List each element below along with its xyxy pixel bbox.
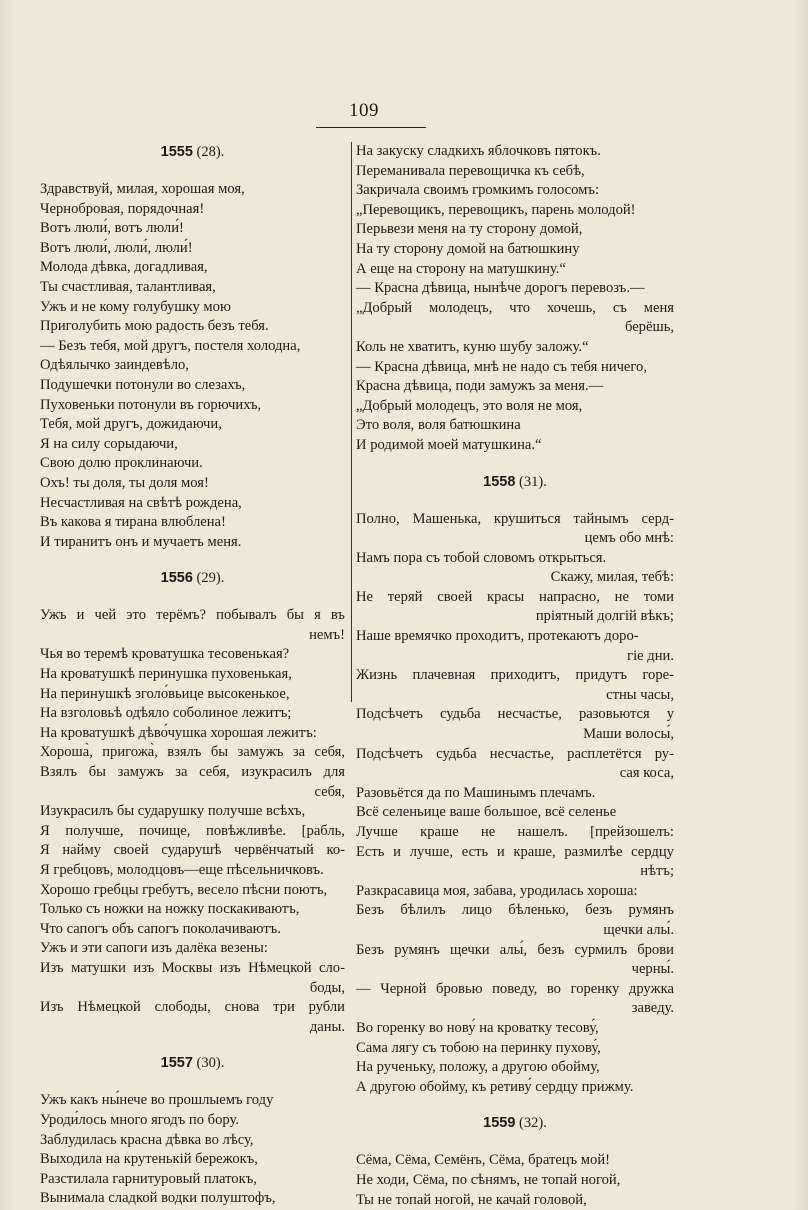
section-gap [40,1037,345,1053]
verse-line: И родимой моей матушкина.“ [356,436,542,453]
verse-line: Разстилала гарнитуровый платокъ, [40,1170,257,1187]
verse-line: Наше времячко проходитъ, протекаютъ доро- [356,628,639,645]
verse-line: Заблудилась красна дѣвка во лѣсу, [40,1131,254,1148]
verse-line: Что сапогъ объ сапогъ поколачиваютъ. [40,920,281,937]
song-subnumber: (29). [192,570,225,587]
verse-line: Свою долю проклинаючи. [40,455,203,472]
verse-line: Есть и лучше, есть и краше, размилѣе сердцу [356,843,674,860]
verse-line-continuation: заведу. [631,1000,674,1017]
verse-line: Вотъ люли́, вотъ люли́! [40,220,184,237]
verse-line-continuation: нѣтъ; [640,863,674,880]
verse-line: На закуску сладкихъ яблочковъ пятокъ. [356,143,601,159]
verse-line: Одѣялычко заиндевѣло, [40,357,189,374]
verse-line: Полно, Машенька, крушиться тайнымъ серд- [356,510,674,527]
verse-line-continuation: немъ! [309,626,345,643]
song-subnumber: (30). [192,1055,225,1072]
verse-line: Только съ ножки на ножку поскакиваютъ, [40,901,300,918]
verse-line: На взголовьѣ одѣяло соболиное лежитъ; [40,705,292,722]
verse-line-continuation: гіе дни. [627,647,674,664]
verse-line: Здравствуй, милая, хорошая моя, [40,181,245,197]
verse-line-continuation: Маши волосы́, [583,726,674,743]
verse-line: Это воля, воля батюшкина [356,417,521,434]
verse-line: А еще на сторону на матушкину.“ [356,260,566,277]
verse-line: Взялъ бы замужъ за себя, изукрасилъ для [40,764,345,781]
verse-line: Жизнь плачевная приходитъ, придутъ горе- [356,667,674,684]
verse-line-continuation: даны. [309,1018,345,1035]
verse-line: На перинушкѣ зголо́вьице высокенькое, [40,685,290,702]
song-heading [40,1053,345,1073]
verse-line: Перьвези меня на ту сторону домой, [356,221,583,238]
verse-line: Ты счастливая, талантливая, [40,278,216,295]
verse-line: Охъ! ты доля, ты доля моя! [40,474,209,491]
song-subnumber: (28). [192,144,225,160]
verse-line: Красна дѣвица, поди замужъ за меня.— [356,378,604,395]
verse-line: Чья во теремѣ кроватушка тесовенькая? [40,646,290,663]
verse-line: Изукрасилъ бы сударушку получше всѣхъ, [40,803,306,820]
verse-line-continuation: стны часы, [606,686,674,703]
song-subnumber: (32). [515,1115,547,1132]
verse-line-continuation: боды, [309,979,345,996]
verse-line: Я найму своей сударушѣ червёнчатый ко- [40,842,345,859]
verse-line-continuation: пріятный долгій вѣкъ; [535,608,674,625]
verse-line: Я гребцовъ, молодцовъ—еще пѣсельничковъ. [40,862,324,878]
section-gap [40,552,345,568]
song-heading [40,568,345,588]
verse-line: „Добрый молодецъ, это воля не моя, [356,397,583,414]
verse-line: Сёма, Сёма, Семёнъ, Сёма, братецъ мой! [356,1152,611,1169]
verse-line: Закричала своимъ громкимъ голосомъ: [356,182,600,199]
verse-line-continuation: щечки алы́. [603,921,674,938]
verse-line: Лучше краше не нашелъ. [прейзошелъ: [356,824,674,840]
verse-line: — Черной бровью поведу, во горенку дружка [356,980,674,997]
verse-line: Подушечки потонули во слезахъ, [40,376,246,393]
verse-line: Чернобровая, порядочная! [40,200,205,217]
section-gap [356,456,674,472]
verse-line: На рученьку, положу, а другою обойму, [356,1059,600,1076]
column-divider [351,142,352,702]
verse-line: Выходила на крутенькій бережокъ, [40,1151,258,1168]
verse-line: Ужъ какъ ны́нече во прошлыемъ году [40,1092,274,1109]
verse-line: Безъ румянъ щечки алы́, безъ сурмилъ брови [356,941,674,958]
verse-line: Разкрасавица моя, забава, уродилась хороша: [356,882,638,899]
verse-line: „Перевощикъ, перевощикъ, парень молодой! [356,201,636,218]
song-number: 1558 [483,473,516,490]
verse-line: Переманивала перевощичка къ себѣ, [356,162,585,179]
verse-line: Пуховеньки потонули въ горючихъ, [40,396,262,413]
verse-line: Во горенку во нову́ на кроватку тесову́, [356,1019,599,1036]
verse-line: Намъ пора съ тобой словомъ открыться. [356,549,607,566]
song-heading [356,472,674,492]
verse-line-continuation: Скажу, милая, тебѣ: [550,569,674,586]
verse-line: — Безъ тебя, мой другъ, постеля холодна, [40,337,301,354]
verse-line: Сама лягу съ тобою на перинку пухову́, [356,1039,601,1056]
verse-line: Я на силу сорыдаючи, [40,435,178,452]
verse-line: Коль не хватитъ, куню шубу заложу.“ [356,338,589,355]
verse-line-continuation: себя, [314,783,345,800]
verse-line: Уроди́лось много ягодъ по бору. [40,1111,239,1128]
verse-line: Вынимала сладкой водки полуштофъ, [40,1190,276,1207]
verse-line: Я получше, почище, повѣжливѣе. [рабль, [40,822,345,839]
song-number: 1555 [160,144,193,160]
verse-line: Всё селеньице ваше большое, всё селенье [356,804,617,821]
verse-line: — Красна дѣвица, мнѣ не надо съ тебя ничего, [356,358,647,375]
verse-line: И тиранитъ онъ и мучаетъ меня. [40,533,242,550]
left-column [40,142,345,1209]
song-subnumber: (31). [515,473,547,490]
verse-line: На ту сторону домой на батюшкину [356,240,580,257]
verse-line: Приголубить мою радость безъ тебя. [40,318,269,335]
verse-line: Вотъ люли́, люли́, люли́! [40,239,193,256]
page-number: 109 [349,100,379,121]
verse-line: На кроватушкѣ перинушка пуховенькая, [40,666,292,683]
section-gap [356,1097,674,1113]
verse-line: Не ходи, Сёма, по сѣнямъ, не топай ногой, [356,1171,621,1188]
verse-line: Ты не топай ногой, не качай головой, [356,1191,587,1208]
verse-line: Хорошо гребцы гребутъ, весело пѣсни поютъ, [40,881,328,898]
verse-line-continuation: черны́. [631,961,674,978]
song-heading [40,142,345,162]
verse-line: Подсѣчетъ судьба несчастье, разовьются у [356,706,674,723]
right-column [356,142,674,1210]
verse-line-continuation: цемъ обо мнѣ: [584,530,674,547]
verse-line: Ужъ и эти сапоги изъ далёка везены: [40,940,268,957]
verse-line: Изъ Нѣмецкой слободы, снова три рубли [40,999,345,1016]
verse-line: — Красна дѣвица, нынѣче дорогъ перевозъ.— [356,280,645,297]
verse-line: Въ какова я тирана влюблена! [40,514,226,531]
verse-line: Тебя, мой другъ, дожидаючи, [40,416,222,433]
verse-line-continuation: берёшь, [624,319,674,336]
song-heading [356,1113,674,1133]
verse-line: Не теряй своей красы напрасно, не томи [356,588,674,605]
verse-line: Разовьётся да по Машинымъ плечамъ. [356,784,596,801]
song-number: 1557 [160,1055,193,1072]
verse-line: Молода дѣвка, догадливая, [40,259,208,276]
verse-line: Ужъ и не кому голубушку мою [40,298,231,315]
header-rule [316,127,426,128]
song-number: 1556 [160,570,193,587]
verse-line: Несчастливая на свѣтѣ рождена, [40,494,242,511]
verse-line: Безъ бѣлилъ лицо бѣленько, безъ румянъ [356,902,674,919]
verse-line: На кроватушкѣ дѣво́чушка хорошая лежитъ: [40,724,317,741]
verse-line-continuation: сая коса, [619,765,674,782]
verse-line: Хороша̀, пригожа̀, взялъ бы замужъ за себя, [40,744,345,761]
verse-line: Ужъ и чей это терёмъ? побывалъ бы я въ [40,607,345,624]
verse-line: А другою обойму, къ ретиву́ сердцу прижму. [356,1078,634,1095]
song-number: 1559 [483,1115,516,1132]
verse-line: „Добрый молодецъ, что хочешь, съ меня [356,299,674,316]
verse-line: Изъ матушки изъ Москвы изъ Нѣмецкой сло- [40,959,345,976]
verse-line: Подсѣчетъ судьба несчастье, расплетётся ру- [356,745,674,762]
